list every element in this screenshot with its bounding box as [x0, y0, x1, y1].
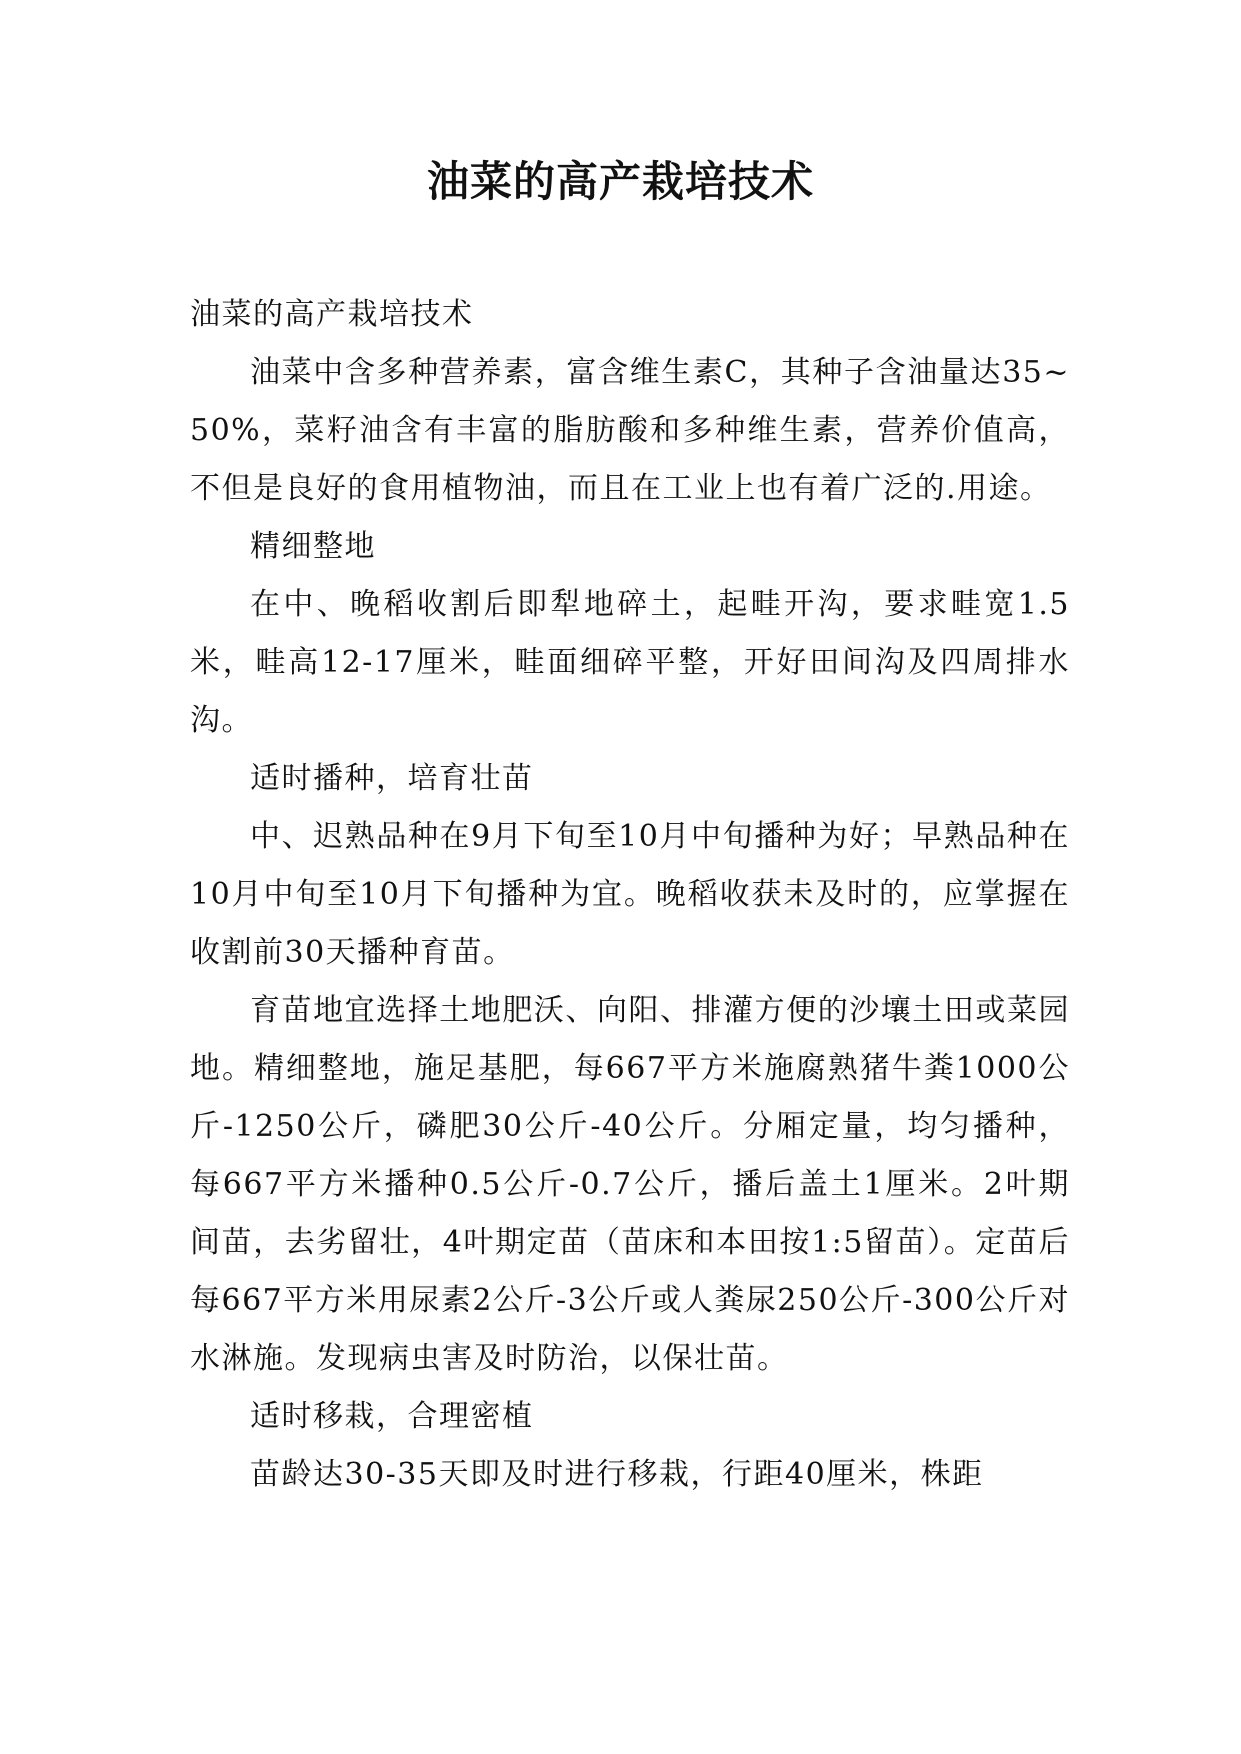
section-heading-land-preparation: 精细整地 [250, 529, 376, 564]
paragraph-sowing-time: 中、迟熟品种在9月下旬至10月中旬播种为好；早熟品种在10月中旬至10月下旬播种为宜。晚稻收获未及时的，应掌握在收割前30天播种育苗。 [190, 819, 1070, 970]
paragraph-transplanting: 苗龄达30-35天即及时进行移栽，行距40厘米，株距 [250, 1457, 984, 1492]
paragraph-subtitle: 油菜的高产栽培技术 [190, 297, 474, 332]
section-heading-sowing: 适时播种，培育壮苗 [250, 761, 534, 796]
paragraph-land-preparation: 在中、晚稻收割后即犁地碎土，起畦开沟，要求畦宽1.5米，畦高12-17厘米，畦面细碎平整，开好田间沟及四周排水沟。 [190, 587, 1070, 738]
document-body [190, 286, 1070, 1504]
document-title: 油菜的高产栽培技术 [426, 157, 814, 206]
section-heading-transplanting: 适时移栽，合理密植 [250, 1399, 534, 1434]
paragraph-intro: 油菜中含多种营养素，富含维生素C，其种子含油量达35~50%，菜籽油含有丰富的脂肪酸和多种维生素，营养价值高，不但是良好的食用植物油，而且在工业上也有着广泛的.用途。 [190, 355, 1070, 506]
paragraph-seedbed: 育苗地宜选择土地肥沃、向阳、排灌方便的沙壤土田或菜园地。精细整地，施足基肥，每667平方米施腐熟猪牛粪1000公斤-1250公斤，磷肥30公斤-40公斤。分厢定量，均匀播种，每667平方米播种0.5公斤-0.7公斤，播后盖土1厘米。2叶期间苗，去劣留壮，4叶期定苗（苗床和本田按1:5留苗）。定苗后每667平方米用尿素2公斤-3公斤或人粪尿250公斤-300公斤对水淋施。发现病虫害及时防治，以保壮苗。 [190, 993, 1070, 1376]
